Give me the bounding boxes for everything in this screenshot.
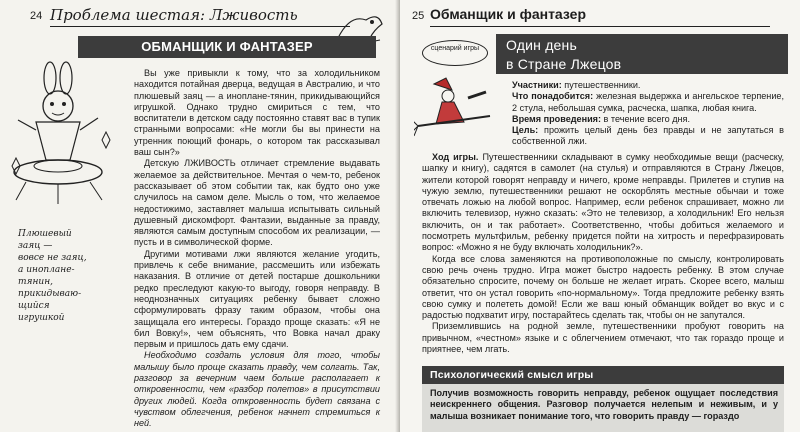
game-title-line: в Стране Лжецов [506, 56, 622, 72]
handwriting-line: а инопланe- [18, 265, 75, 275]
info-label: Участники: [512, 80, 562, 90]
info-value: в течение всего дня. [603, 113, 691, 124]
game-description [422, 152, 784, 355]
paragraph: Необходимо создать условия для того, чтобы малышу было проще сказать правду, чем солгать. Так, разговор за вечерним чаем больше располагает к откровенности, чем «разбор полетов» в присутствии других людей. Когда откровенность будет связана с чувством облегчения, ребенок начнет стремиться к ней. [134, 350, 380, 429]
handwriting-line: щийся [18, 301, 50, 311]
page-number-left: 24 [30, 10, 43, 22]
info-value: путешественники. [564, 80, 641, 90]
handwriting-line: прикидываю- [18, 289, 82, 299]
info-value: железная выдержка и ангельское терпение, 2 стула, небольшая сумка, расческа, шапка, любая книга. [512, 91, 784, 113]
page-number-right: 25 [412, 10, 425, 22]
info-label: Цель: [512, 125, 539, 136]
handwriting-line: вовсе не заяц, [18, 253, 87, 263]
scenario-badge: сценарий игры [422, 40, 488, 66]
left-page [0, 0, 398, 432]
handwritten-caption [18, 228, 128, 324]
psych-text: Получив возможность говорить неправду, ребенок ощущает последствия неискреннего общения. Разговор получается нелепым и неживым, и у малыша возникает понимание того, что говорить правду — гораздо [430, 388, 778, 421]
info-participants [512, 80, 784, 91]
header-prefix: Проблема шестая: [50, 6, 206, 24]
info-label: Что понадобится: [512, 91, 594, 102]
handwriting-line: Плюшевый [18, 229, 72, 239]
right-page [400, 0, 800, 432]
paragraph: Другими мотивами лжи являются желание угодить, привлечь к себе внимание, рассмешить или избежать наказания. В отличие от детей постарше дошкольники редко преследуют какую-то выгоду, говоря неправду. В неоднозначных ситуациях ребенку бывает сложно сформулировать фразу таким образом, чтобы она защищала его интересы. Гораздо проще сказать: «Я не бил Вовку!», чем объяснять, что Вовка начал драку первым и пришлось дать ему сдачи. [134, 248, 380, 350]
info-duration [512, 114, 784, 125]
game-title-line: Один день [506, 37, 577, 53]
paragraph: Вы уже привыкли к тому, что за холодильником находится потайная дверца, ведущая в Австралию, и что плюшевый заяц — а иноплане-тянин, прикидывающийся игрушкой. Однако трудно смириться с тем, что воспитатели в детском саду постоянно ставят вас в тупик странными вопросами: «Не могли бы вы принести на утренник поющий фонарь, о котором так рассказывал ваш сын?» [134, 68, 380, 158]
game-info [512, 80, 784, 148]
paragraph: Приземлившись на родной земле, путешественники пробуют говорить на привычном, «честном» языке и с облегчением отмечают, что так гораздо проще и приятнее, чем лгать. [422, 321, 784, 355]
game-label: Ход игры. [432, 152, 479, 162]
header-topic: Лживость [209, 6, 298, 24]
handwriting-line: заяц — [18, 241, 53, 251]
handwriting-line: тянин, [18, 277, 54, 287]
info-value: прожить целый день без правды и не запутаться в собственной лжи. [512, 125, 784, 147]
info-label: Время проведения: [512, 113, 601, 124]
psych-banner: Психологический смысл игры [422, 366, 784, 384]
paragraph: Детскую ЛЖИВОСТЬ отличает стремление выдавать желаемое за действительное. Мечтая о чем-то, ребенок рассказывает об этом событии так, как будто оно уже случилось на самом деле. Мысль о том, что желаемое недостижимо, заставляет малыша испытывать сильный душевный дискомфорт. Фантазии, выданные за правду, являются самым доступным способом их реализации, — пусть и в символической форме. [134, 158, 380, 248]
bunny-alien-sketch-icon [6, 60, 118, 210]
body-text-left [134, 68, 380, 430]
paragraph: Путешественники складывают в сумку необходимые вещи (расческу, шапку и книгу), садятся в самолет (на стулья) и отправляются в Страну Лжецов, жители которой говорят неправду и ничего, кроме неправды. Прилетев и ступив на чужую землю, путешественники решают не оскорблять местные обычаи и тоже отвечать ложью на любой вопрос. Например, если ребенок спрашивает, можно ли включить телевизор, нужно сказать: «Это не телевизор, а холодильник! Его нельзя включить, он и так работает». Соответственно, чтобы добиться желаемого и посмотреть мультфильм, ребенку придется пойти на хитрость и перефразировать вопрос: «Можно я не буду включать холодильник?». [422, 152, 785, 253]
running-header-left [50, 6, 350, 27]
running-header-right: Обманщик и фантазер [430, 6, 770, 27]
game-title-banner [496, 34, 788, 74]
info-materials [512, 91, 784, 114]
info-goal [512, 125, 784, 148]
handwriting-line: игрушкой [18, 313, 65, 323]
paragraph: Когда все слова заменяются на противоположные по смыслу, контролировать свою речь очень трудно. Игра может быстро надоесть ребенку. В этом случае обязательно спросите, почему он больше не желает играть. Скорее всего, малыш ответит, что он устал говорить «по-нормальному». Тогда предложите ребенку взять свою сумку и полететь домой! Если же ваш юный обманщик войдет во вкус и с радостью подхватит игру, постарайтесь сделать так, чтобы он не запутался. [422, 253, 784, 321]
witch-broom-sketch-icon [414, 76, 496, 146]
section-banner-left: ОБМАНЩИК И ФАНТАЗЕР [78, 36, 376, 58]
